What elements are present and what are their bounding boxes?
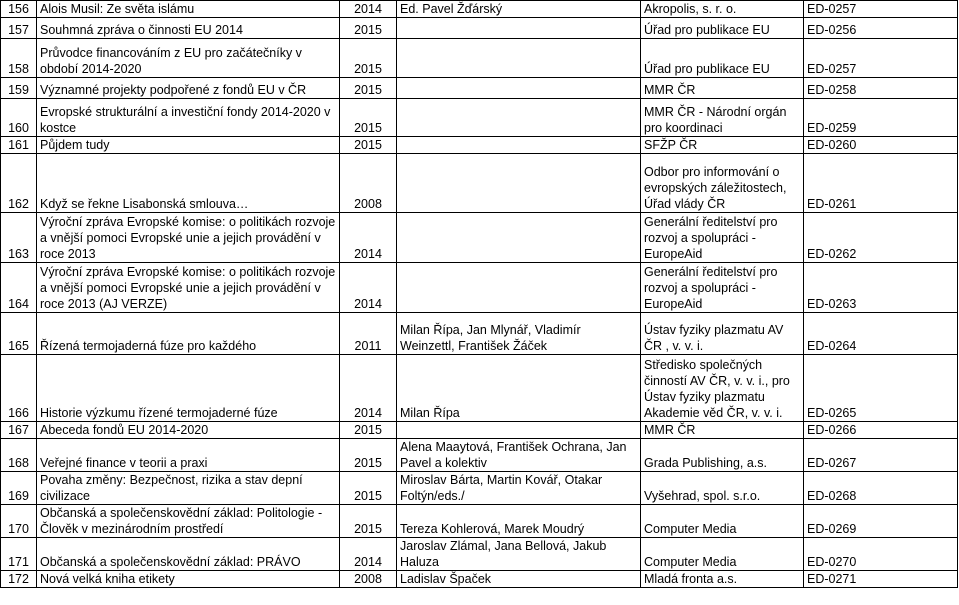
cell-no: 164 (1, 263, 37, 313)
cell-code: ED-0268 (804, 472, 958, 505)
cell-publisher: SFŽP ČR (641, 137, 804, 154)
cell-no: 161 (1, 137, 37, 154)
cell-year: 2011 (340, 313, 397, 355)
table-row (1, 263, 958, 313)
cell-publisher: Ústav fyziky plazmatu AV ČR , v. v. i. (641, 313, 804, 355)
cell-no: 160 (1, 99, 37, 137)
cell-publisher: Generální ředitelství pro rozvoj a spolupráci - EuropeAid (641, 263, 804, 313)
table-row (1, 137, 958, 154)
cell-publisher: MMR ČR (641, 422, 804, 439)
cell-title: Výroční zpráva Evropské komise: o politikách rozvoje a vnější pomoci Evropské unie a jejich provádění v roce 2013 (37, 213, 340, 263)
cell-year: 2015 (340, 505, 397, 538)
cell-code: ED-0258 (804, 78, 958, 99)
cell-author (397, 39, 641, 78)
cell-publisher: Úřad pro publikace EU (641, 18, 804, 39)
cell-year: 2015 (340, 422, 397, 439)
cell-year: 2015 (340, 137, 397, 154)
cell-year: 2015 (340, 439, 397, 472)
cell-code: ED-0264 (804, 313, 958, 355)
cell-code: ED-0261 (804, 154, 958, 213)
cell-author: Ladislav Špaček (397, 571, 641, 588)
cell-year: 2008 (340, 571, 397, 588)
cell-no: 159 (1, 78, 37, 99)
cell-author (397, 422, 641, 439)
cell-publisher: Mladá fronta a.s. (641, 571, 804, 588)
cell-year: 2015 (340, 39, 397, 78)
cell-publisher: Akropolis, s. r. o. (641, 1, 804, 18)
cell-publisher: MMR ČR (641, 78, 804, 99)
cell-author (397, 99, 641, 137)
table-row (1, 154, 958, 213)
cell-publisher: Vyšehrad, spol. s.r.o. (641, 472, 804, 505)
cell-title: Průvodce financováním z EU pro začátečníky v období 2014-2020 (37, 39, 340, 78)
cell-author: Alena Maaytová, František Ochrana, Jan Pavel a kolektiv (397, 439, 641, 472)
table-row (1, 422, 958, 439)
table-row (1, 78, 958, 99)
cell-code: ED-0260 (804, 137, 958, 154)
cell-title: Veřejné finance v teorii a praxi (37, 439, 340, 472)
cell-author: Milan Řípa, Jan Mlynář, Vladimír Weinzettl, František Žáček (397, 313, 641, 355)
cell-title: Významné projekty podpořené z fondů EU v ČR (37, 78, 340, 99)
cell-title: Alois Musil: Ze světa islámu (37, 1, 340, 18)
cell-publisher: MMR ČR - Národní orgán pro koordinaci (641, 99, 804, 137)
cell-no: 170 (1, 505, 37, 538)
cell-no: 168 (1, 439, 37, 472)
cell-title: Povaha změny: Bezpečnost, rizika a stav depní civilizace (37, 472, 340, 505)
table-row (1, 1, 958, 18)
cell-year: 2014 (340, 213, 397, 263)
cell-no: 165 (1, 313, 37, 355)
cell-code: ED-0256 (804, 18, 958, 39)
cell-year: 2014 (340, 355, 397, 422)
cell-no: 156 (1, 1, 37, 18)
cell-title: Evropské strukturální a investiční fondy 2014-2020 v kostce (37, 99, 340, 137)
table-row (1, 313, 958, 355)
cell-code: ED-0257 (804, 1, 958, 18)
cell-no: 162 (1, 154, 37, 213)
cell-author (397, 18, 641, 39)
cell-code: ED-0262 (804, 213, 958, 263)
cell-code: ED-0263 (804, 263, 958, 313)
cell-author: Tereza Kohlerová, Marek Moudrý (397, 505, 641, 538)
cell-year: 2015 (340, 472, 397, 505)
cell-year: 2015 (340, 18, 397, 39)
cell-code: ED-0257 (804, 39, 958, 78)
cell-publisher: Středisko společných činností AV ČR, v. v. i., pro Ústav fyziky plazmatu Akademie věd ČR, v. v. i. (641, 355, 804, 422)
cell-title: Výroční zpráva Evropské komise: o politikách rozvoje a vnější pomoci Evropské unie a jejich provádění v roce 2013 (AJ VERZE) (37, 263, 340, 313)
cell-no: 163 (1, 213, 37, 263)
cell-publisher: Generální ředitelství pro rozvoj a spolupráci - EuropeAid (641, 213, 804, 263)
cell-code: ED-0269 (804, 505, 958, 538)
cell-no: 166 (1, 355, 37, 422)
table-row (1, 538, 958, 571)
cell-year: 2015 (340, 78, 397, 99)
cell-author (397, 263, 641, 313)
cell-author: Ed. Pavel Žďárský (397, 1, 641, 18)
cell-publisher: Grada Publishing, a.s. (641, 439, 804, 472)
cell-author: Miroslav Bárta, Martin Kovář, Otakar Foltýn/eds./ (397, 472, 641, 505)
cell-author (397, 137, 641, 154)
table-row (1, 355, 958, 422)
cell-title: Když se řekne Lisabonská smlouva… (37, 154, 340, 213)
cell-code: ED-0270 (804, 538, 958, 571)
cell-author (397, 213, 641, 263)
table-row (1, 99, 958, 137)
cell-publisher: Odbor pro informování o evropských záležitostech, Úřad vlády ČR (641, 154, 804, 213)
cell-year: 2015 (340, 99, 397, 137)
cell-title: Občanská a společenskovědní základ: Politologie - Člověk v mezinárodním prostředí (37, 505, 340, 538)
cell-title: Souhmná zpráva o činnosti EU 2014 (37, 18, 340, 39)
cell-no: 157 (1, 18, 37, 39)
cell-title: Abeceda fondů EU 2014-2020 (37, 422, 340, 439)
cell-code: ED-0259 (804, 99, 958, 137)
cell-no: 167 (1, 422, 37, 439)
cell-author (397, 154, 641, 213)
cell-title: Historie výzkumu řízené termojaderné fúze (37, 355, 340, 422)
cell-author (397, 78, 641, 99)
cell-publisher: Computer Media (641, 505, 804, 538)
cell-publisher: Computer Media (641, 538, 804, 571)
cell-code: ED-0265 (804, 355, 958, 422)
table-row (1, 439, 958, 472)
table-row (1, 39, 958, 78)
cell-no: 172 (1, 571, 37, 588)
cell-title: Půjdem tudy (37, 137, 340, 154)
cell-code: ED-0266 (804, 422, 958, 439)
cell-year: 2008 (340, 154, 397, 213)
cell-no: 158 (1, 39, 37, 78)
cell-author: Jaroslav Zlámal, Jana Bellová, Jakub Haluza (397, 538, 641, 571)
table-row (1, 213, 958, 263)
cell-no: 169 (1, 472, 37, 505)
cell-year: 2014 (340, 1, 397, 18)
cell-year: 2014 (340, 538, 397, 571)
cell-no: 171 (1, 538, 37, 571)
cell-title: Občanská a společenskovědní základ: PRÁVO (37, 538, 340, 571)
table-row (1, 571, 958, 588)
cell-title: Řízená termojaderná fúze pro každého (37, 313, 340, 355)
cell-code: ED-0267 (804, 439, 958, 472)
cell-title: Nová velká kniha etikety (37, 571, 340, 588)
cell-author: Milan Řípa (397, 355, 641, 422)
cell-publisher: Úřad pro publikace EU (641, 39, 804, 78)
table-row (1, 505, 958, 538)
table-row (1, 472, 958, 505)
cell-code: ED-0271 (804, 571, 958, 588)
table-row (1, 18, 958, 39)
cell-year: 2014 (340, 263, 397, 313)
